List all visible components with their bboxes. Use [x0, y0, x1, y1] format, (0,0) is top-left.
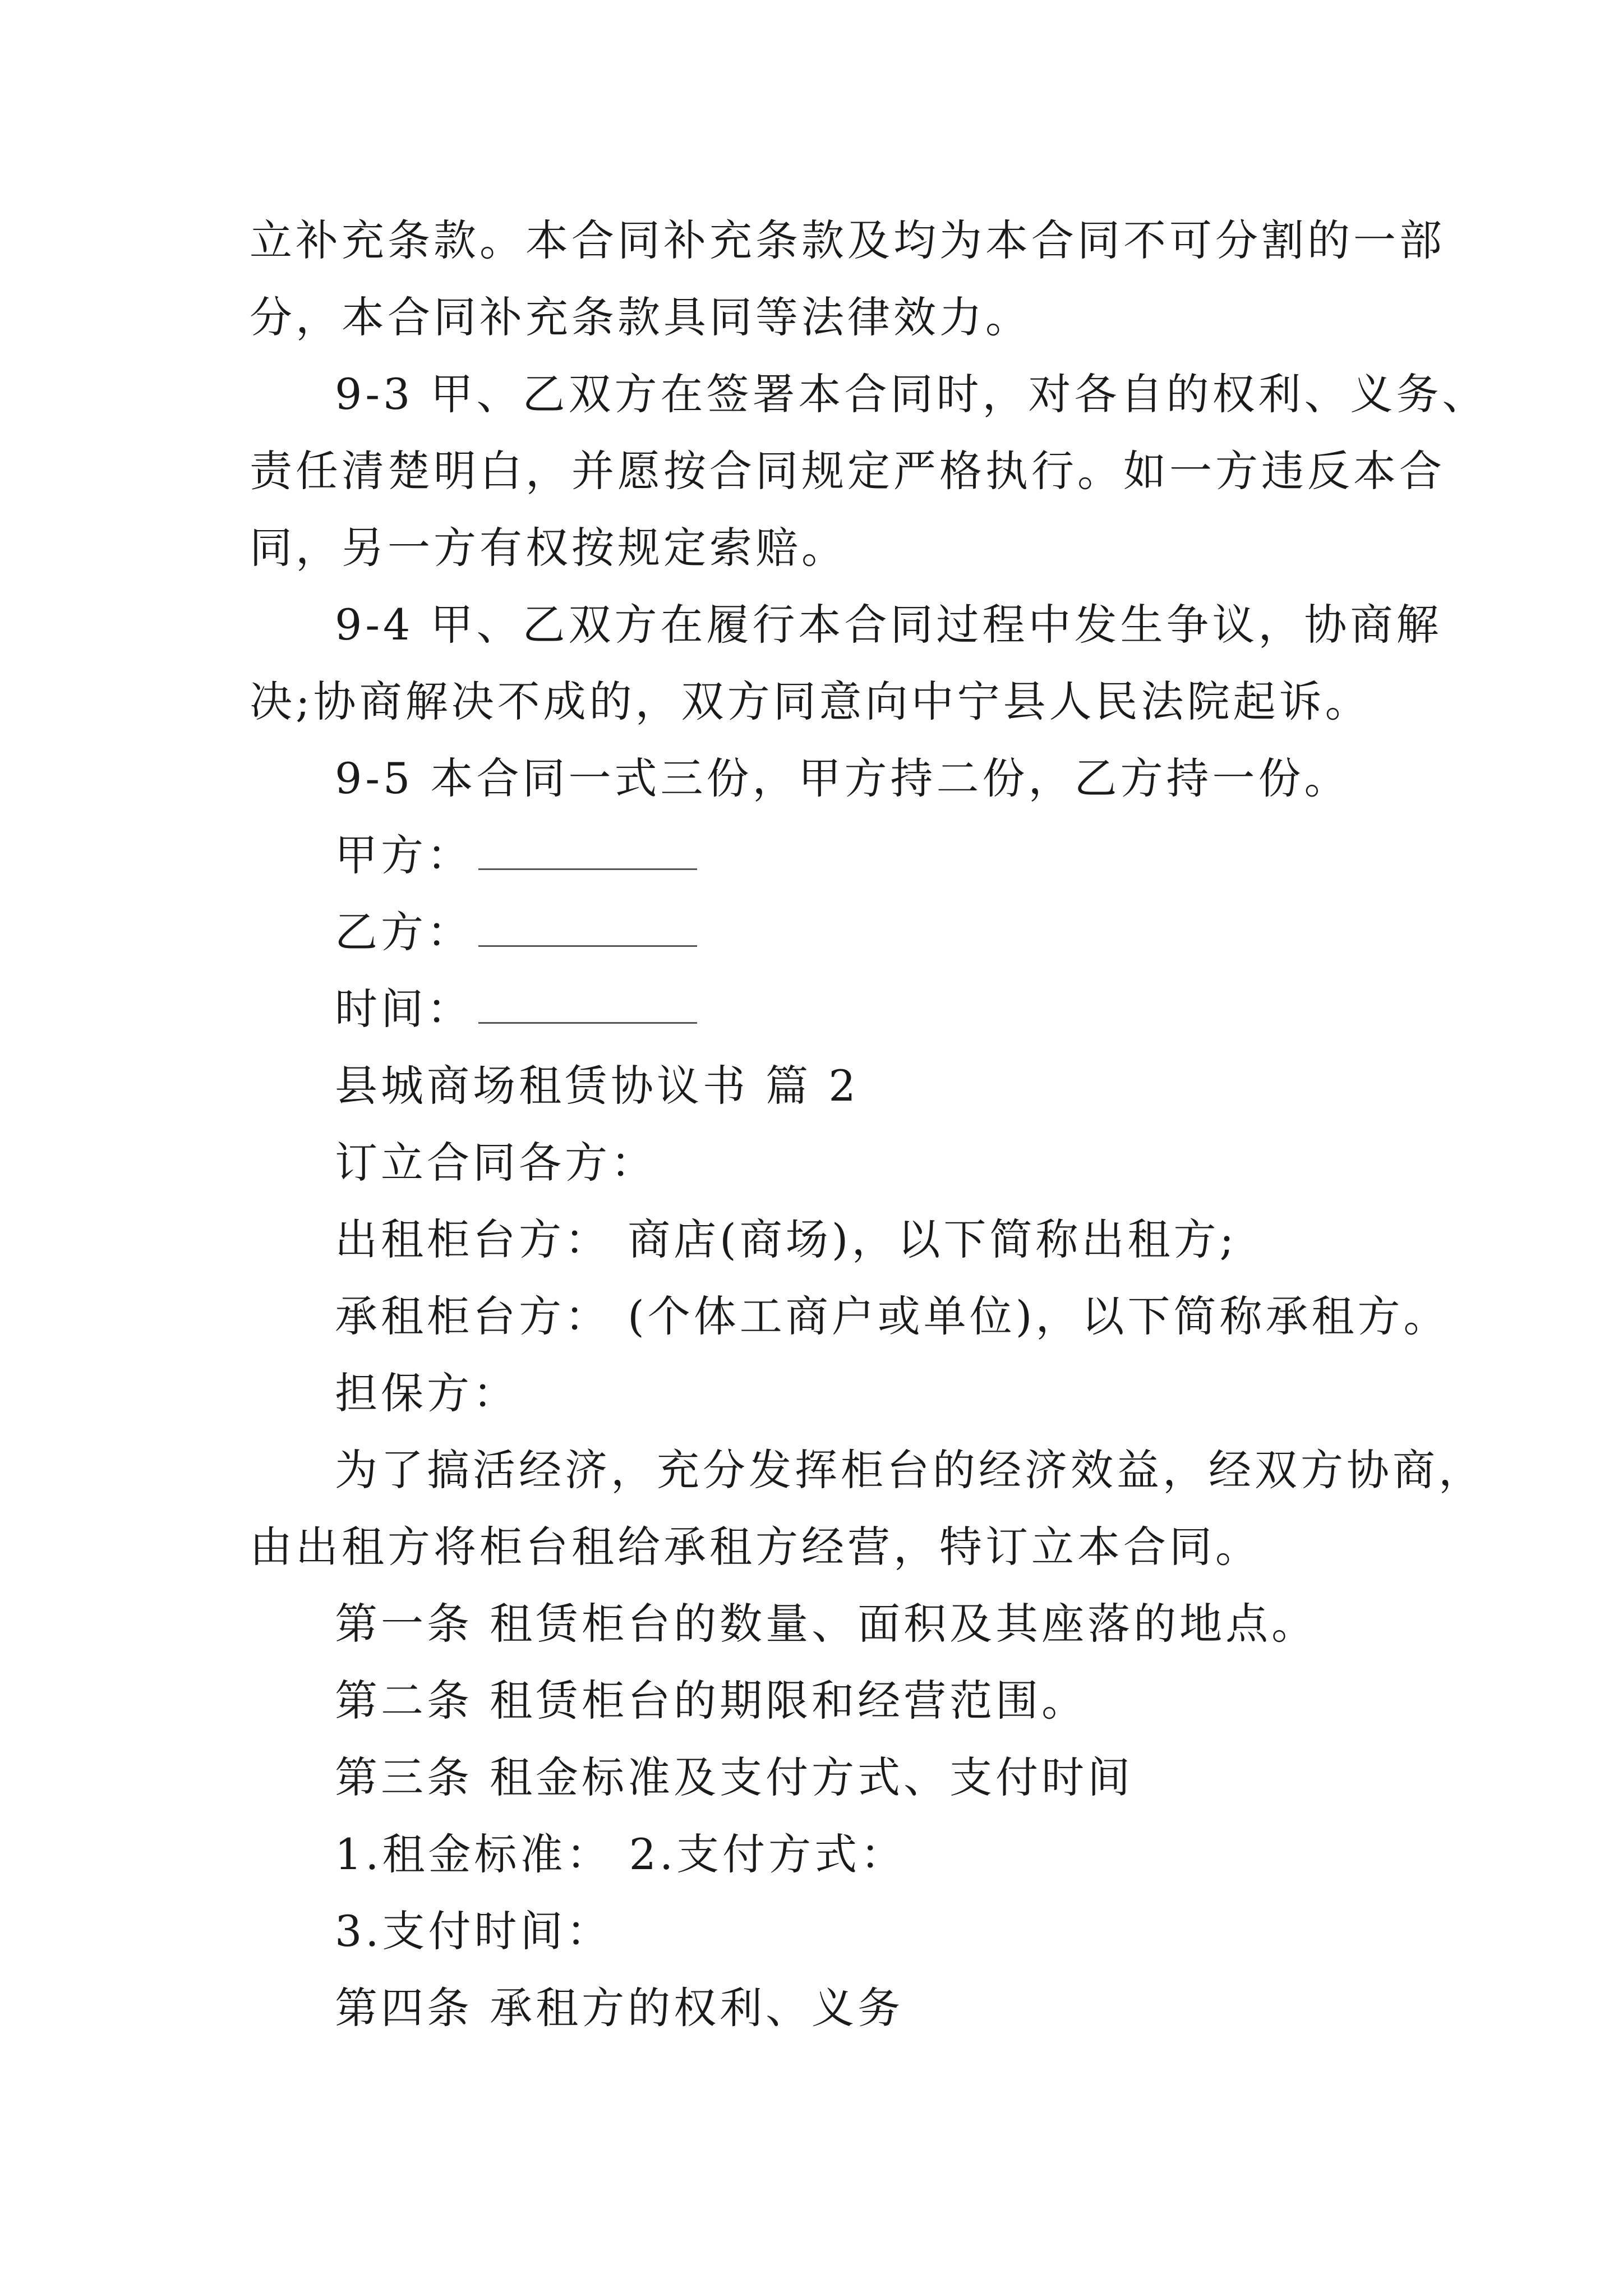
article-1: 第一条 租赁柜台的数量、面积及其座落的地点。 [335, 1599, 1318, 1649]
paragraph-line: 决;协商解决不成的，双方同意向中宁县人民法院起诉。 [250, 677, 1371, 726]
guarantor-line: 担保方： [335, 1368, 519, 1418]
document-body [250, 202, 1488, 2046]
article-3: 第三条 租金标准及支付方式、支付时间 [335, 1752, 1134, 1802]
signature-blank [478, 829, 697, 870]
lessor-line: 出租柜台方： 商店(商场)，以下简称出租方; [335, 1214, 1238, 1264]
lessee-line: 承租柜台方： (个体工商户或单位)，以下简称承租方。 [335, 1291, 1450, 1341]
signature-blank [478, 906, 697, 947]
paragraph-line: 9-3 甲、乙双方在签署本合同时，对各自的权利、义务、 [335, 369, 1488, 419]
paragraph-line: 责任清楚明白，并愿按合同规定严格执行。如一方违反本合 [250, 446, 1445, 496]
signature-label: 时间： [335, 984, 473, 1034]
article-2: 第二条 租赁柜台的期限和经营范围。 [335, 1676, 1088, 1726]
section-title: 县城商场租赁协议书 篇 2 [335, 1061, 859, 1111]
paragraph-line: 分，本合同补充条款具同等法律效力。 [250, 292, 1031, 342]
paragraph-line: 为了搞活经济，充分发挥柜台的经济效益，经双方协商， [335, 1445, 1484, 1495]
article-3-items: 1.租金标准： 2.支付方式： [335, 1829, 907, 1879]
signature-line-party-b [250, 894, 1416, 970]
parties-heading: 订立合同各方： [335, 1138, 657, 1188]
paragraph-line: 9-5 本合同一式三份，甲方持二份，乙方持一份。 [335, 753, 1350, 803]
signature-line-time [250, 970, 1416, 1047]
paragraph-line: 9-4 甲、乙双方在履行本合同过程中发生争议，协商解 [335, 600, 1442, 650]
article-3-item-3: 3.支付时间： [335, 1906, 612, 1956]
signature-blank [478, 983, 697, 1024]
signature-line-party-a [250, 817, 1416, 894]
signature-label: 甲方： [335, 830, 473, 880]
paragraph-line: 由出租方将柜台租给承租方经营，特订立本合同。 [250, 1522, 1261, 1572]
paragraph-line: 立补充条款。本合同补充条款及均为本合同不可分割的一部 [250, 215, 1445, 265]
article-4: 第四条 承租方的权利、义务 [335, 1983, 904, 2033]
paragraph-line: 同，另一方有权按规定索赔。 [250, 523, 847, 573]
signature-label: 乙方： [335, 907, 473, 957]
